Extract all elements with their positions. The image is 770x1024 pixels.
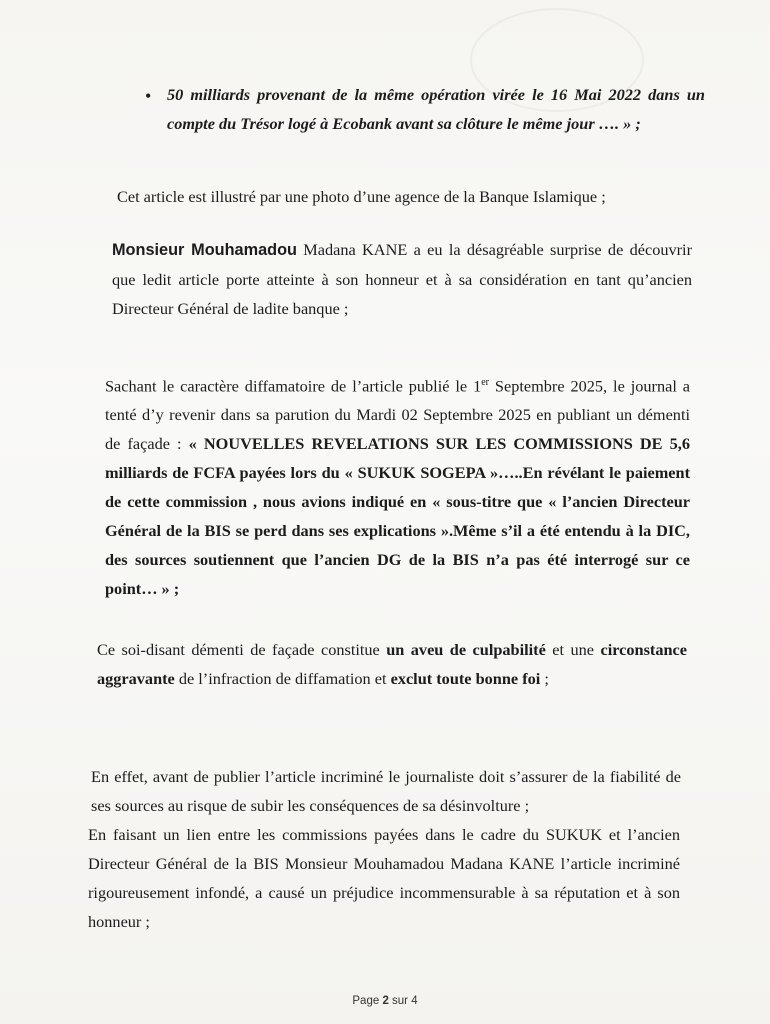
footer-page-number: 2 xyxy=(382,995,389,1007)
bullet-text: 50 milliards provenant de la même opération virée le 16 Mai 2022 dans un compte du Trésor logé à Ecobank avant sa clôture le même jour …. » ; xyxy=(167,85,705,133)
paragraph-denial xyxy=(105,368,690,603)
aveu-text-1: Ce soi-disant démenti de façade constitue xyxy=(97,640,387,659)
aveu-text-3: de l’infraction de diffamation et xyxy=(174,669,391,688)
bullet-dot-icon: • xyxy=(145,86,152,106)
page-footer xyxy=(0,995,770,1007)
paragraph-surprise xyxy=(112,235,692,323)
denial-text-mid: Septembre 2025, le journal a tenté d’y revenir dans sa parution du Mardi 02 Septembre 2025 en publiant un démenti de façade : xyxy=(105,376,691,454)
denial-text-start: Sachant le caractère diffamatoire de l’article publié le 1 xyxy=(105,376,482,396)
aveu-text-4: ; xyxy=(540,669,549,688)
paragraph-lien: En faisant un lien entre les commissions payées dans le cadre du SUKUK et l’ancien Directeur Général de la BIS Monsieur Mouhamadou Madana KANE l’article incriminé rigoureusement infondé, a causé un préjudice incommensurable à sa réputation et à son honneur ; xyxy=(88,825,680,931)
paragraph-en-effet: En effet, avant de publier l’article incriminé le journaliste doit s’assurer de la fiabilité de ses sources au risque de subir les conséquences de sa désinvolture ; xyxy=(91,767,681,815)
aveu-bold-1: un aveu de culpabilité xyxy=(386,640,546,659)
paragraph-aveu xyxy=(97,635,687,693)
aveu-bold-2: circonstance aggravante xyxy=(97,640,687,688)
aveu-bold-3: exclut toute bonne foi xyxy=(390,669,541,688)
bullet-item xyxy=(145,80,705,138)
footer-suffix: sur 4 xyxy=(388,995,418,1007)
paragraph-illustration: Cet article est illustré par une photo d’une agence de la Banque Islamique ; xyxy=(117,187,606,206)
paragraph-surprise-text: Madana KANE a eu la désagréable surprise de découvrir que ledit article porte atteinte à son honneur et à sa considération en tant qu’ancien Directeur Général de ladite banque ; xyxy=(112,240,692,318)
denial-superscript: er xyxy=(481,377,489,388)
name-bold: Monsieur Mouhamadou xyxy=(112,241,297,259)
aveu-text-2: et une xyxy=(545,640,601,659)
denial-quote-bold: « NOUVELLES REVELATIONS SUR LES COMMISSIONS DE 5,6 milliards de FCFA payées lors du « SUKUK SOGEPA »…..En révélant le paiement de cette commission , nous avions indiqué en « sous-titre que « l’ancien Directeur Général de la BIS se perd dans ses explications ».Même s’il a été entendu à la DIC, des sources soutiennent que l’ancien DG de la BIS n’a pas été interrogé sur ce point… » ; xyxy=(105,434,690,599)
footer-prefix: Page xyxy=(352,995,383,1007)
